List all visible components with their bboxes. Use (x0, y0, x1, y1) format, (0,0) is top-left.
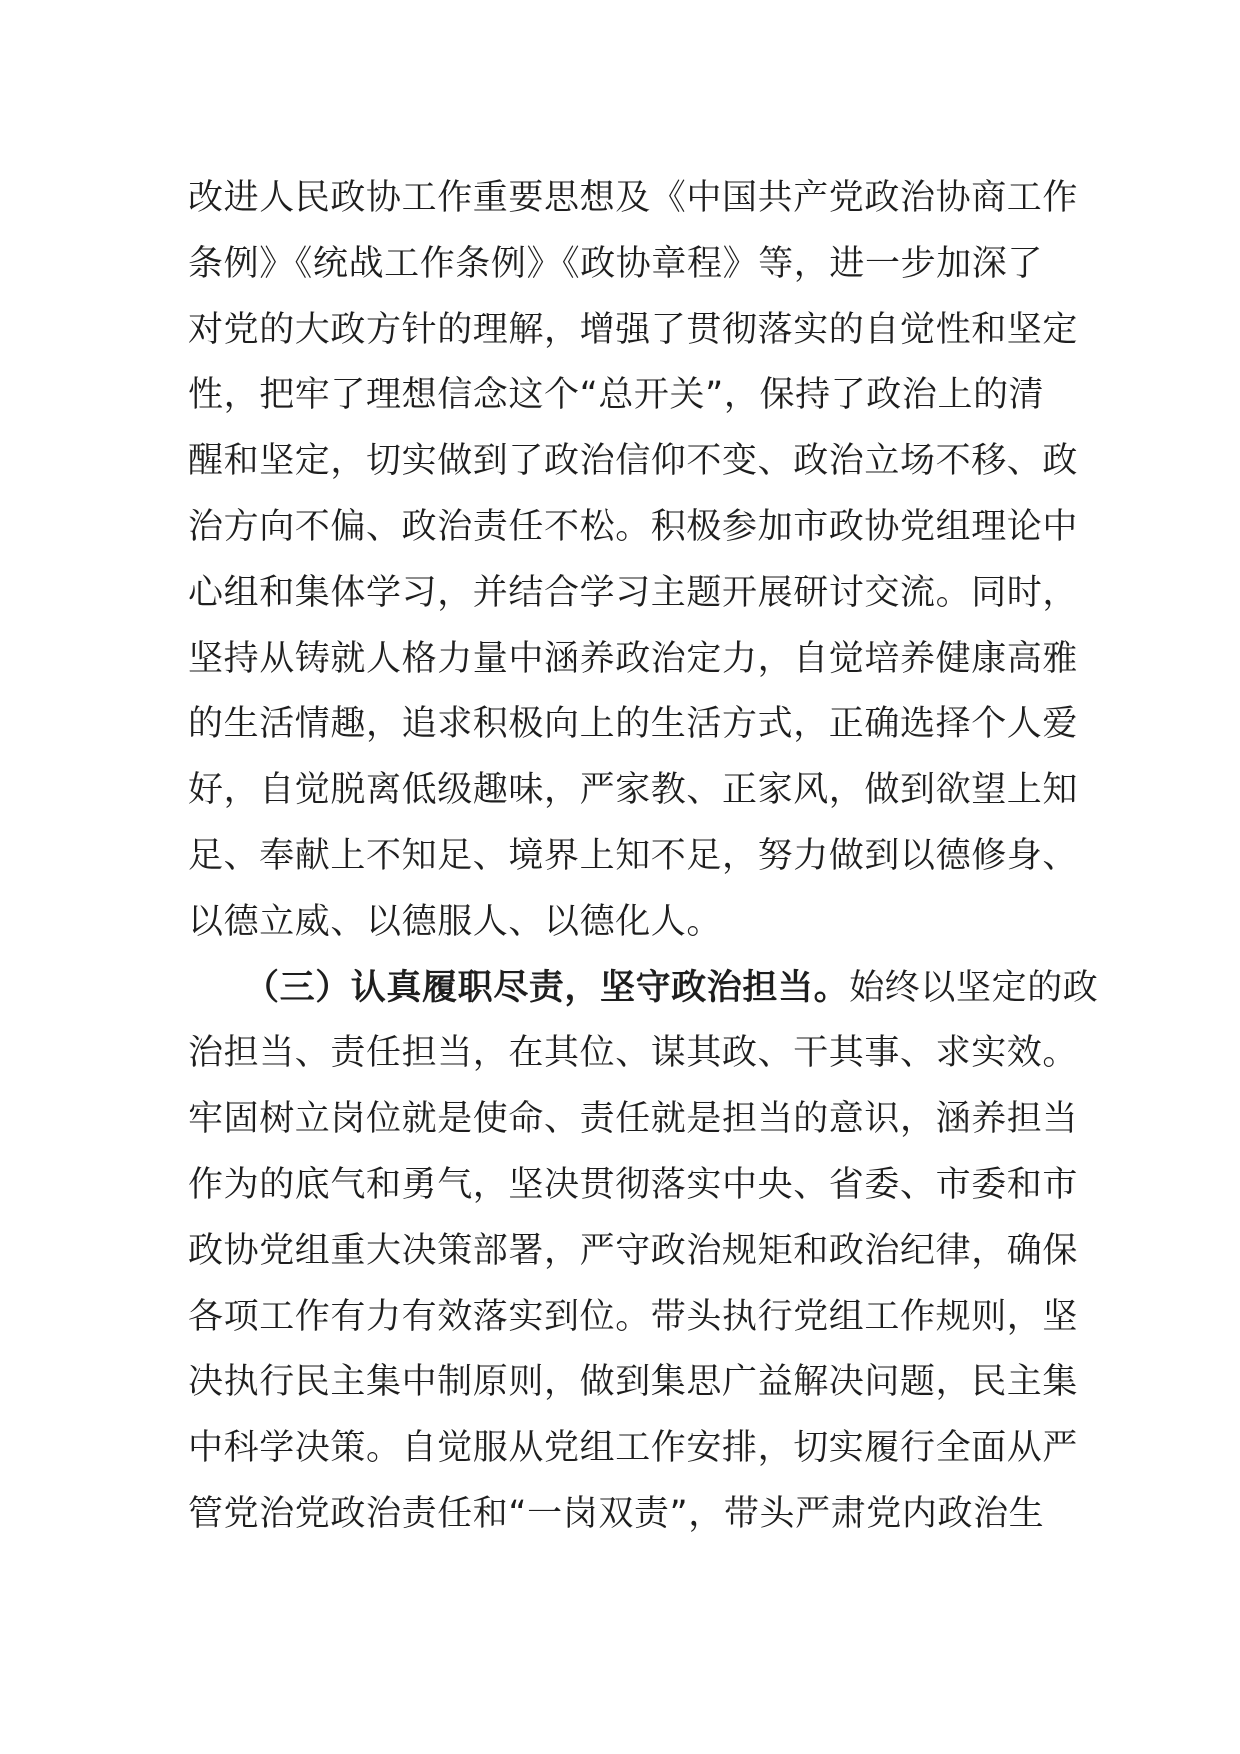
paragraph-2 (188, 956, 1099, 1548)
text-line: 政协党组重大决策部署，严守政治规矩和政治纪律，确保 (188, 1230, 1079, 1271)
text-line: 足、奉献上不知足、境界上知不足，努力做到以德修身、 (188, 835, 1079, 876)
text-line: 好，自觉脱离低级趣味，严家教、正家风，做到欲望上知 (188, 770, 1079, 811)
text-line: 心组和集体学习，并结合学习主题开展研讨交流。同时， (188, 572, 1079, 613)
text-line: 醒和坚定，切实做到了政治信仰不变、政治立场不移、政 (188, 441, 1079, 482)
paragraph-1 (188, 166, 1079, 956)
text-line: 的生活情趣，追求积极向上的生活方式，正确选择个人爱 (188, 704, 1079, 745)
text-line: 决执行民主集中制原则，做到集思广益解决问题，民主集 (188, 1362, 1079, 1403)
text-run: 始终以坚定的政 (849, 967, 1099, 1008)
paragraph-2-first-line (188, 956, 1099, 1022)
text-line: 条例》《统战工作条例》《政协章程》等，进一步加深了 (188, 243, 1044, 284)
text-line: 治方向不偏、政治责任不松。积极参加市政协党组理论中 (188, 506, 1079, 547)
text-line: 性，把牢了理想信念这个“总开关”，保持了政治上的清 (188, 375, 1045, 416)
text-line: 管党治党政治责任和“一岗双责”，带头严肃党内政治生 (188, 1493, 1045, 1534)
text-line: 坚持从铸就人格力量中涵养政治定力，自觉培养健康高雅 (188, 638, 1079, 679)
document-body (188, 166, 1099, 1548)
section-heading: （三）认真履职尽责，坚守政治担当。 (244, 967, 850, 1008)
text-line: 牢固树立岗位就是使命、责任就是担当的意识，涵养担当 (188, 1099, 1079, 1140)
text-line: 改进人民政协工作重要思想及《中国共产党政治协商工作 (188, 178, 1079, 218)
text-line: 各项工作有力有效落实到位。带头执行党组工作规则，坚 (188, 1296, 1079, 1337)
text-line: 治担当、责任担当，在其位、谋其政、干其事、求实效。 (188, 1033, 1079, 1074)
text-line: 以德立威、以德服人、以德化人。 (188, 901, 723, 942)
text-line: 对党的大政方针的理解，增强了贯彻落实的自觉性和坚定 (188, 309, 1079, 350)
text-line: 中科学决策。自觉服从党组工作安排，切实履行全面从严 (188, 1428, 1079, 1469)
text-line: 作为的底气和勇气，坚决贯彻落实中央、省委、市委和市 (188, 1164, 1079, 1205)
